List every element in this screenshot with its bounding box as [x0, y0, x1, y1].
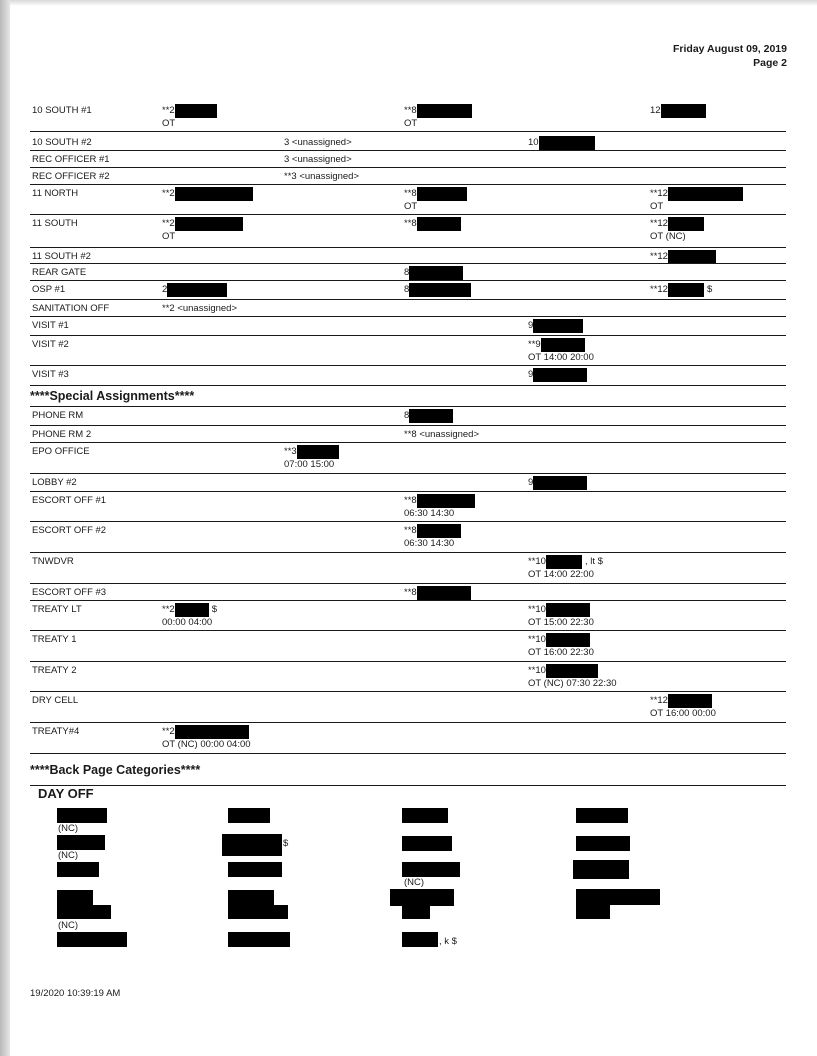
shift-code: 12	[650, 105, 661, 116]
post-label: ESCORT OFF #1	[32, 495, 107, 506]
shift-cell	[404, 105, 472, 129]
shift-code: **8 <unassigned>	[404, 429, 480, 440]
shift-cell	[528, 320, 583, 333]
shift-code: 8	[404, 267, 410, 278]
redaction-block	[167, 283, 227, 297]
redaction-block	[576, 808, 628, 823]
shift-detail: OT	[650, 201, 664, 212]
shift-code: **2	[162, 188, 175, 199]
shift-code: **10	[528, 634, 546, 645]
shift-cell	[528, 369, 587, 382]
shift-cell	[284, 446, 339, 470]
shift-code: **8	[404, 188, 417, 199]
redaction-block	[576, 905, 610, 919]
shift-cell	[162, 604, 217, 628]
shift-detail: OT	[162, 118, 176, 129]
shift-code: **8	[404, 218, 417, 229]
shift-detail: OT 16:00 00:00	[650, 708, 716, 719]
shift-cell	[404, 410, 453, 423]
post-label: TREATY LT	[32, 604, 82, 615]
post-label: PHONE RM 2	[32, 429, 92, 440]
day-off-note: (NC)	[404, 877, 425, 888]
post-label: DRY CELL	[32, 695, 79, 706]
shift-code: **3	[284, 446, 297, 457]
day-off-note: (NC)	[58, 920, 79, 931]
shift-cell	[284, 137, 352, 148]
shift-cell	[528, 604, 594, 628]
redaction-block	[402, 836, 452, 851]
table-row	[30, 426, 786, 443]
table-row	[30, 631, 786, 662]
post-label: TREATY 2	[32, 665, 77, 676]
redaction-block	[402, 905, 430, 919]
redaction-block	[175, 217, 243, 231]
shift-code: **2	[162, 218, 175, 229]
shift-cell	[162, 726, 251, 750]
day-off-heading: DAY OFF	[38, 786, 94, 801]
table-row	[30, 522, 786, 553]
post-label: VISIT #3	[32, 369, 69, 380]
shift-cell	[162, 284, 227, 297]
day-off-note: (NC)	[58, 823, 79, 834]
redaction-block	[175, 725, 249, 739]
shift-cell	[162, 303, 237, 314]
shift-cell	[528, 634, 594, 658]
shift-cell	[528, 339, 594, 363]
redaction-block	[668, 283, 704, 297]
table-row	[30, 492, 786, 522]
post-label: VISIT #2	[32, 339, 69, 350]
post-label: OSP #1	[32, 284, 66, 295]
row-divider	[30, 131, 786, 132]
redaction-block	[417, 217, 461, 231]
scan-edge-shadow	[0, 0, 10, 1056]
redaction-block	[57, 890, 93, 905]
shift-code: **2	[162, 726, 175, 737]
shift-cell	[404, 495, 475, 519]
table-row	[30, 134, 786, 151]
shift-code: 3 <unassigned>	[284, 154, 352, 165]
redaction-block	[668, 694, 712, 708]
post-label: ESCORT OFF #3	[32, 587, 107, 598]
shift-cell	[650, 284, 712, 297]
redaction-block	[409, 283, 471, 297]
redaction-block	[175, 104, 217, 118]
post-label: LOBBY #2	[32, 477, 77, 488]
print-timestamp: 19/2020 10:39:19 AM	[30, 988, 121, 999]
table-row	[30, 474, 786, 492]
table-row	[30, 366, 786, 386]
redaction-block	[402, 932, 438, 947]
table-row	[30, 407, 786, 426]
shift-cell	[284, 154, 352, 165]
redaction-block	[228, 890, 274, 905]
redaction-block	[57, 932, 127, 947]
table-row	[30, 584, 786, 601]
shift-suffix: , lt $	[584, 556, 603, 567]
shift-code: 9	[528, 477, 534, 488]
shift-detail: OT	[404, 118, 418, 129]
shift-detail: OT 14:00 22:00	[528, 569, 594, 580]
shift-code: **12	[650, 695, 668, 706]
redaction-block	[402, 862, 460, 877]
shift-cell	[404, 284, 471, 297]
shift-detail: 07:00 15:00	[284, 459, 335, 470]
shift-cell	[404, 188, 467, 212]
row-divider	[30, 385, 786, 386]
redaction-block	[175, 187, 253, 201]
shift-detail: 00:00 04:00	[162, 617, 213, 628]
shift-detail: OT 15:00 22:30	[528, 617, 594, 628]
shift-cell	[528, 556, 603, 580]
redaction-block	[222, 834, 282, 856]
redaction-block	[668, 217, 704, 231]
table-row	[30, 215, 786, 248]
post-label: 11 SOUTH #2	[32, 251, 91, 262]
redaction-block	[668, 187, 743, 201]
shift-code: 2	[162, 284, 168, 295]
shift-detail: 06:30 14:30	[404, 508, 455, 519]
shift-cell	[404, 218, 461, 231]
shift-detail: OT 16:00 22:30	[528, 647, 594, 658]
redaction-block	[57, 862, 99, 877]
section-divider	[30, 406, 786, 407]
shift-code: **10	[528, 665, 546, 676]
table-row	[30, 601, 786, 631]
shift-code: **8	[404, 587, 417, 598]
section-divider	[30, 785, 786, 786]
shift-detail: OT	[404, 201, 418, 212]
section-special-assignments: ****Special Assignments****	[30, 389, 195, 403]
redaction-block	[533, 476, 587, 490]
shift-detail: OT	[162, 231, 176, 242]
day-off-note: , k $	[439, 936, 457, 947]
redaction-block	[576, 836, 630, 851]
shift-code: **2	[162, 105, 175, 116]
shift-detail: 06:30 14:30	[404, 538, 455, 549]
shift-cell	[650, 695, 716, 719]
post-label: 10 SOUTH #2	[32, 137, 92, 148]
post-label: 10 SOUTH #1	[32, 105, 92, 116]
shift-code: **12	[650, 251, 668, 262]
redaction-block	[57, 808, 107, 823]
table-row	[30, 336, 786, 366]
post-label: TREATY 1	[32, 634, 77, 645]
shift-code: **3 <unassigned>	[284, 171, 360, 182]
shift-code: **12	[650, 218, 668, 229]
shift-cell	[162, 105, 217, 129]
redaction-block	[417, 586, 471, 600]
post-label: SANITATION OFF	[32, 303, 110, 314]
shift-cell	[404, 429, 479, 440]
shift-cell	[284, 171, 359, 182]
table-row	[30, 102, 786, 132]
table-row	[30, 264, 786, 281]
shift-cell	[650, 218, 704, 242]
redaction-block	[661, 104, 706, 118]
post-label: ESCORT OFF #2	[32, 525, 107, 536]
shift-cell	[528, 137, 595, 150]
shift-code: **2	[162, 604, 175, 615]
redaction-block	[541, 338, 585, 352]
shift-detail: OT 14:00 20:00	[528, 352, 594, 363]
post-label: TREATY#4	[32, 726, 80, 737]
shift-code: 3 <unassigned>	[284, 137, 352, 148]
redaction-block	[417, 524, 461, 538]
shift-code: **10	[528, 604, 546, 615]
redaction-block	[390, 889, 454, 906]
redaction-block	[533, 319, 583, 333]
shift-cell	[404, 587, 471, 600]
shift-suffix: $	[211, 604, 217, 615]
report-date: Friday August 09, 2019	[673, 43, 787, 55]
shift-code: 9	[528, 320, 534, 331]
post-label: REAR GATE	[32, 267, 87, 278]
table-row	[30, 281, 786, 300]
page-number: Page 2	[753, 57, 787, 69]
shift-code: **12	[650, 284, 668, 295]
table-row	[30, 553, 786, 584]
redaction-block	[228, 862, 282, 877]
redaction-block	[546, 633, 590, 647]
shift-suffix: $	[706, 284, 713, 295]
table-row	[30, 300, 786, 317]
redaction-block	[417, 494, 475, 508]
shift-code: **8	[404, 525, 417, 536]
redaction-block	[297, 445, 339, 459]
redaction-block	[546, 664, 598, 678]
table-row	[30, 317, 786, 336]
shift-detail: OT (NC)	[650, 231, 686, 242]
shift-code: 8	[404, 410, 410, 421]
redaction-block	[57, 835, 105, 850]
table-row	[30, 443, 786, 474]
post-label: TNWDVR	[32, 556, 74, 567]
table-row	[30, 185, 786, 215]
shift-code: 8	[404, 284, 410, 295]
post-label: REC OFFICER #2	[32, 171, 110, 182]
section-back-page-categories: ****Back Page Categories****	[30, 763, 201, 777]
shift-cell	[528, 665, 617, 689]
redaction-block	[546, 603, 590, 617]
page-header	[673, 42, 787, 70]
shift-code: **9	[528, 339, 541, 350]
redaction-block	[402, 808, 448, 823]
shift-code: **12	[650, 188, 668, 199]
day-off-note: $	[283, 838, 289, 849]
table-row	[30, 151, 786, 168]
shift-code: 9	[528, 369, 534, 380]
post-label: PHONE RM	[32, 410, 84, 421]
shift-cell	[404, 525, 461, 549]
redaction-block	[573, 860, 629, 879]
redaction-block	[417, 187, 467, 201]
shift-cell	[162, 188, 253, 201]
redaction-block	[409, 266, 463, 280]
redaction-block	[228, 905, 288, 919]
redaction-block	[546, 555, 582, 569]
shift-cell	[162, 218, 243, 242]
redaction-block	[228, 932, 290, 947]
shift-cell	[404, 267, 463, 280]
table-row	[30, 168, 786, 185]
day-off-note: (NC)	[58, 850, 79, 861]
shift-detail: OT (NC) 07:30 22:30	[528, 678, 617, 689]
post-label: 11 NORTH	[32, 188, 79, 199]
post-label: REC OFFICER #1	[32, 154, 110, 165]
shift-code: **2 <unassigned>	[162, 303, 238, 314]
post-label: 11 SOUTH	[32, 218, 78, 229]
redaction-block	[175, 603, 209, 617]
table-row	[30, 723, 786, 754]
table-row	[30, 248, 786, 264]
shift-detail: OT (NC) 00:00 04:00	[162, 739, 251, 750]
redaction-block	[57, 905, 111, 919]
post-label: VISIT #1	[32, 320, 69, 331]
redaction-block	[409, 409, 453, 423]
redaction-block	[576, 889, 660, 905]
post-label: EPO OFFICE	[32, 446, 90, 457]
shift-cell	[650, 105, 706, 118]
shift-code: **8	[404, 495, 417, 506]
shift-code: **10	[528, 556, 546, 567]
shift-code: 10	[528, 137, 539, 148]
row-divider	[30, 753, 786, 754]
redaction-block	[539, 136, 595, 150]
redaction-block	[228, 808, 270, 823]
scan-top-shadow	[10, 0, 817, 6]
table-row	[30, 692, 786, 723]
shift-cell	[650, 188, 743, 212]
table-row	[30, 662, 786, 692]
shift-cell	[528, 477, 587, 490]
redaction-block	[417, 104, 472, 118]
shift-code: **8	[404, 105, 417, 116]
redaction-block	[533, 368, 587, 382]
